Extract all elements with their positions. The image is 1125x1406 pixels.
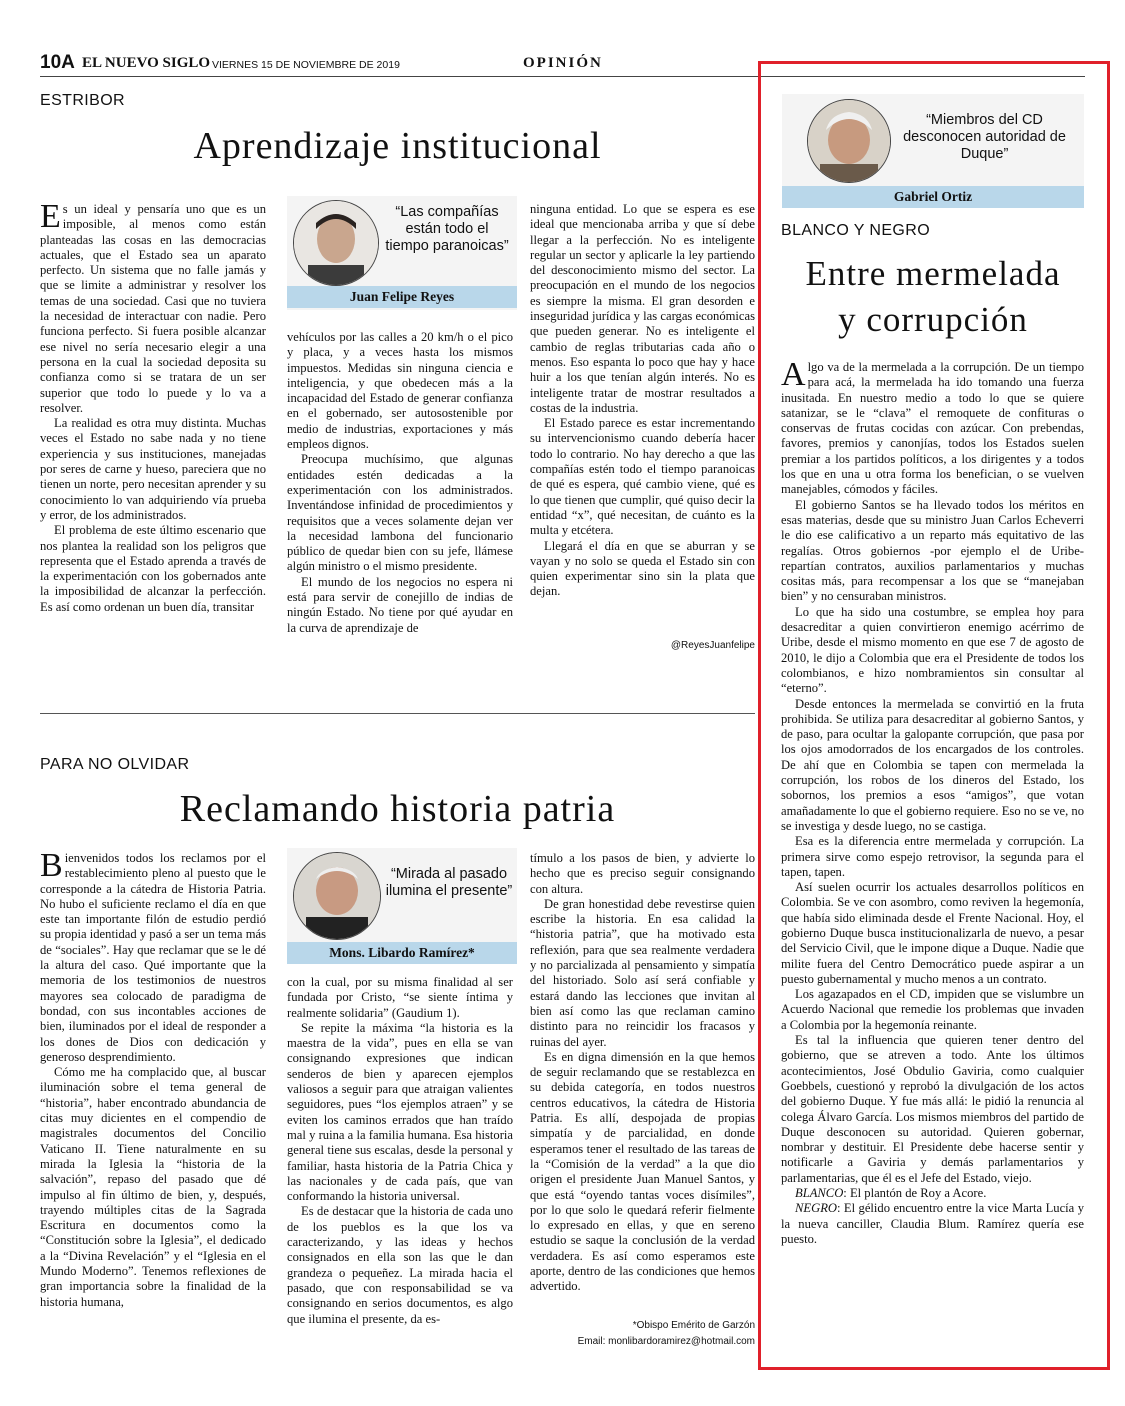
paragraph: con la cual, por su misma finalidad al ser fundada por Cristo, “se siente íntima y realmente solidaria” (Gaudium 1). (287, 975, 513, 1020)
paragraph: s un ideal y pensaría uno que es un imposible, al menos como están planteadas las cosas en las democracias actuales, que el Estado sea un aparato perfecto. Un sistema que no falle jamás y que se limite a administrar y resolver los temas de una sociedad. Casi que no tuviera la necesidad de interactuar con nadie. Pero funciona perfecto. Si fuera posible alcanzar ese nivel no sería necesario elegir a una persona en la cual la sociedad deposita su confianza como si se tratara de un ser superior que todo lo puede y lo va a resolver. (40, 202, 266, 415)
paragraph: Preocupa muchísimo, que algunas entidades estén dedicadas a la experimentación con los administrados. Inventándose infinidad de procedimientos y requisitos que a veces solamente dejan ver la necesidad lambona del funcionario público de quedar bien con su jefe, llámese algún ministro o el mismo presidente. (287, 452, 513, 574)
paragraph: Llegará el día en que se aburran y se vayan y no solo se queda el Estado sin con quien experimentar sino sin la plata que dejan. (530, 538, 755, 599)
paragraph: El problema de este último escenario que nos plantea la realidad son los peligros que representa que el Estado aprenda a través de la experimentación con los gobernados ante la imposibilidad de alcanzar la perfección. Es así como ordenan un buen día, transitar (40, 523, 266, 614)
article-title-aprendizaje: Aprendizaje institucional (193, 125, 602, 167)
paragraph: Es de destacar que la historia de cada uno de los pueblos es la que los va caracterizando, y las ideas y hechos consignados en ella son las que le dan grandeza o pequeñez. La mirada hacia el pasado, que con responsabilidad se va consignando en serios documentos, es algo que ilumina el presente, da es- (287, 1204, 513, 1326)
author-handle: @ReyesJuanfelipe (670, 640, 755, 651)
paragraph: Los agazapados en el CD, impiden que se vislumbre un Acuerdo Nacional que remedie los problemas que invaden a Colombia por la hegemonía reinante. (781, 987, 1084, 1032)
paragraph: Esa es la diferencia entre mermelada y corrupción. La primera sirve como espejo retrovisor, la segunda para el tapen, tapen. (781, 834, 1084, 879)
section-label-estribor: ESTRIBOR (40, 92, 125, 109)
author-box-ortiz (782, 94, 1084, 208)
author-photo (807, 99, 891, 183)
article-title-line-1: Entre mermelada (805, 254, 1061, 293)
paragraph: El Estado parece es estar incrementando su intervencionismo cuando debería hacer todo lo contrario. No hay derecho a que las compañías estén todo el tiempo paranoicas de qué es espera, qué cambio viene, qué es lo que tienen que cumplir, qué quiso decir la entidad “x”, qué necesitan, de cuánto es la multa y etcétera. (530, 416, 755, 538)
author-name: Mons. Libardo Ramírez* (287, 942, 517, 964)
drop-cap: E (40, 198, 61, 235)
section-label-blanco-y-negro: BLANCO Y NEGRO (781, 222, 931, 239)
article-body-col-2 (287, 330, 513, 636)
paragraph: vehículos por las calles a 20 km/h o el pico y placa, y a veces hasta los mismos impuestos. Medidas sin ninguna ciencia e inteligencia, y que obedecen más a la incapacidad del Estado de generar confianza en el gobernado, ser autosostenible por medio de industrias, exportaciones y más empleos dignos. (287, 330, 513, 452)
paragraph: El gobierno Santos se ha llevado todos los méritos en esas materias, desde que su ministro Juan Carlos Echeverri le dio ese calificativo a un reparto más equitativo de las regalías. Otros gobiernos -por ejemplo el de Uribe- repartían contratos, auxilios parlamentarios y muchas cositas más, para recompensar a los que se “manejaban bien” y no censuraban ministros. (781, 497, 1084, 604)
header-date: VIERNES 15 DE NOVIEMBRE DE 2019 (212, 59, 400, 71)
article-title-reclamando: Reclamando historia patria (179, 788, 616, 830)
pull-quote: “Mirada al pasado ilumina el presente” (385, 866, 513, 899)
author-photo (293, 200, 379, 286)
author-box-reyes (287, 196, 517, 310)
article-body (781, 356, 1084, 1247)
header-section: OPINIÓN (523, 55, 603, 71)
author-name: Gabriel Ortiz (782, 186, 1084, 208)
paragraph: Cómo me ha complacido que, al buscar iluminación sobre el tema general de “historia”, haber encontrado abundancia de citas muy dicientes en el compendio de magistrales documentos del Concilio Vaticano II. Tiene naturalmente en su mirada la Iglesia la “historia de la salvación”, repaso del pasado que dé impulso al fin último de bien, y, después, trayendo múltiples citas de la Sagrada Escritura en documentos como la “Constitución sobre la Iglesia”, el dedicado a la “Divina Revelación” y el “Iglesia en el Mundo Moderno”. Tenemos reflexiones de gran importancia sobre la finalidad de la historia humana, (40, 1065, 266, 1309)
paragraph: ninguna entidad. Lo que se espera es ese ideal que mencionaba arriba y que sí debe llegar a la perfección. No es inteligente regular un sector y aplicarle la ley partiendo del desconocimiento mismo del sector. La preocupación en el mundo de los negocios es siempre la misma. El gran desorden e inseguridad jurídica y las cargas económicas que pueden generar. No es inteligente el cambio de reglas tributarias cada año o menos. Eso espanta lo poco que hay y hace huir a los que tenían algún interés. No es inteligente tratar de mostrar resultados a costas de la industria. (530, 202, 755, 415)
paragraph: ienvenidos todos los reclamos por el restablecimiento pleno al puesto que le corresponde a la cátedra de Historia Patria. No hubo el suficiente reclamo el día en que este tan importante filón de estudio perdió su propia identidad y pasó a ser un tema más de “sociales”. Hay que reclamar que se le dé la altura del caso. Qué importante que la memoria de los testimonios de nuestros mayores sea colocado de paradigma de bondad, con sus incontables acciones de bien, iluminados por el ideal de responder a los dones de Dios con dedicación y generoso desprendimiento. (40, 851, 266, 1064)
section-divider (40, 713, 755, 714)
article-body-col-3 (530, 202, 755, 600)
drop-cap: B (40, 847, 63, 884)
page-number: 10A (40, 52, 75, 73)
article-title-line-2: y corrupción (838, 300, 1028, 339)
author-photo (293, 852, 381, 940)
paragraph: Se repite la máxima “la historia es la maestra de la vida”, pues en ella se van consignando expresiones que indican senderos de bien y aparecen ejemplos valiosos a seguir para que atraigan valientes seguidores, pues “los ejemplos atraen” y se eviten los caminos errados que han traído mal y ruina a la familia humana. Esa historia general tiene sus escalas, desde la personal y familiar, hasta historia de la Patria Chica y las nacionales y de cada país, que van conformando la historia universal. (287, 1020, 513, 1204)
author-box-ramirez (287, 848, 517, 964)
paragraph: lgo va de la mermelada a la corrupción. De un tiempo para acá, la mermelada ha ido tomando una fuerza inusitada. En nuestro medio a todo lo que se quiere satanizar, se le “clava” el remoquete de confituras o conservas de frutas cocidas con azúcar. Con prebendas, favores, premios y canonjías, todos los Estados suelen premiar a los partidos políticos, a los dirigentes y a todos los que en una u otra forma los benefician, o se vuelven manejables, cómodos y fáciles. (781, 360, 1084, 497)
article-body-col-2 (287, 975, 513, 1327)
pull-quote: “Miembros del CD desconocen autoridad de Duque” (903, 112, 1066, 162)
paragraph: Lo que ha sido una costumbre, se emplea hoy para desacreditar a quien convirtieron enemigo acérrimo de Uribe, desde el mismo momento en que ese 7 de agosto de 2010, le dijo a Colombia que era el Presidente de todos los colombianos, e hizo nombramientos sin consultar al “eterno”. (781, 604, 1084, 696)
section-label-para-no-olvidar: PARA NO OLVIDAR (40, 756, 190, 773)
pull-quote: “Las compañías están todo el tiempo paranoicas” (385, 204, 509, 254)
article-body-col-3 (530, 851, 755, 1295)
negro-text: : El gélido encuentro entre la vice Marta Lucía y la nueva canciller, Claudia Blum. Ramírez quería ese puesto. (781, 1201, 1084, 1246)
author-signature: *Obispo Emérito de Garzón (632, 1320, 755, 1331)
negro-note (781, 1201, 1084, 1247)
blanco-note (781, 1186, 1084, 1201)
paragraph: Es tal la influencia que quieren tener dentro del gobierno, que se atreven a todo. Ante los últimos acontecimientos, José Obdulio Gaviria, como cualquier Goebbels, cuestionó y reprobó la divulgación de los actos del gobierno Duque. Y fue más allá: le pidió la renuncia al colega Álvaro García. Los mismos miembros del partido de Duque desconocen su autoridad. Quieren gobernar, nombrar y destituir. El Presidente debe hacerse sentir y notificarle a Gaviria y demás parlamentarios y parlamentarias, que él es el Jefe del Estado, viejo. (781, 1033, 1084, 1185)
paragraph: Es en digna dimensión en la que hemos de seguir reclamando que se restablezca en su debida categoría, en todos nuestros centros educativos, la cátedra de Historia Patria. Es allí, despojada de propias simpatía y de parcialidad, en donde esperamos tener el resultado de las tareas de la “Comisión de la verdad” a la que dio origen el presidente Juan Manuel Santos, y que está “oyendo tantas voces disímiles”, por lo que solo le quedará referir fielmente lo expresado en ellas, y que en sereno estudio se saque la conclusión de la verdad verdadera. Es así como esperamos este aporte, dentro de las condiciones que hemos advertido. (530, 1049, 755, 1294)
article-body-col-1 (40, 847, 266, 1310)
paragraph: Desde entonces la mermelada se convirtió en la fruta prohibida. Se utiliza para desacreditar al gobierno Santos, y de paso, para ocultar la galopante corrupción, que pasa por los ojos amodorrados de los encargados de los controles. De ahí que en Colombia se tapen con mermelada la corrupción, los robos de los dineros del Estado, los sobornos, los premios a esos “amigos”, que votan amañadamente lo que el gobierno requiere. Eso no se ve, no se investiga y desde luego, no se castiga. (781, 696, 1084, 833)
author-name: Juan Felipe Reyes (287, 286, 517, 308)
drop-cap: A (781, 356, 806, 393)
blanco-text: : El plantón de Roy a Acore. (843, 1186, 987, 1201)
article-body-col-1 (40, 198, 266, 615)
negro-label: NEGRO (795, 1201, 837, 1216)
paragraph: tímulo a los pasos de bien, y advierte lo hecho que es preciso seguir consignando con altura. (530, 851, 755, 896)
paragraph: El mundo de los negocios no espera ni está para servir de conejillo de indias de ningún Estado. No tiene por qué ayudar en la curva de aprendizaje de (287, 574, 513, 635)
author-email: Email: monlibardoramirez@hotmail.com (577, 1336, 755, 1347)
paragraph: Así suelen ocurrir los actuales desarrollos políticos en Colombia. Se ve con asombro, como reviven la hegemonía, que había sido eliminada desde el Frente Nacional. Hoy, el gobierno Duque busca institucionalizarla de nuevo, a pesar del Servicio Civil, que le impone dique a Duque. Nadie que milite fuera del Centro Democrático puede aspirar a un puesto gubernamental y mucho menos a un contrato. (781, 880, 1084, 986)
newspaper-name: EL NUEVO SIGLO (82, 55, 211, 71)
paragraph: De gran honestidad debe revestirse quien escribe la historia. En esa calidad la “historia patria”, que ha motivado esta reflexión, para que sea realmente verdadera y no parcializada al pensamiento y simpatía del historiado. Solo así será confiable y estará dando las lecciones que invitan al bien así como las que reclaman camino distinto para no reincidir los fracasos y ruinas del ayer. (530, 896, 755, 1049)
blanco-label: BLANCO (795, 1186, 844, 1201)
paragraph: La realidad es otra muy distinta. Muchas veces el Estado no sabe nada y no tiene experiencia y sus instituciones, manejadas por seres de carne y hueso, pareciera que no tienen un norte, pero necesitan aprender y su conocimiento lo van adquiriendo vía prueba y error, de los administrados. (40, 416, 266, 522)
